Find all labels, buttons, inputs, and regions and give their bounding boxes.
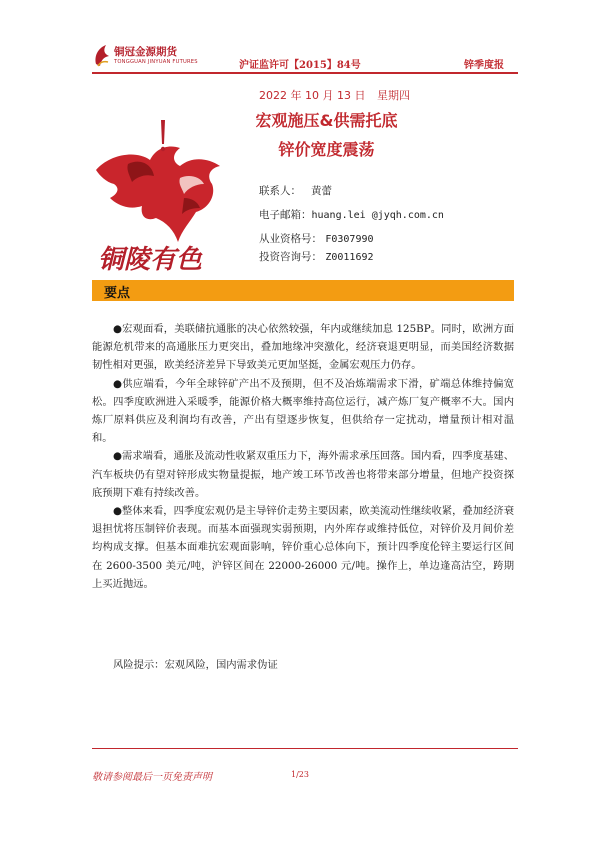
page-number: 1/23 [291, 770, 309, 779]
company-logo [92, 40, 198, 72]
contact-name: 黄蕾 [311, 185, 333, 197]
report-type: 锌季度报 [464, 60, 504, 71]
qualification-number: F0307990 [325, 234, 374, 245]
consult-label: 投资咨询号： [259, 251, 322, 263]
report-title-line1: 宏观施压&供需托底 [255, 111, 398, 130]
contact-email[interactable]: huang.lei @jyqh.com.cn [311, 210, 444, 221]
logo-emblem-icon [92, 42, 112, 68]
key-point-macro: ●宏观面看，美联储抗通胀的决心依然较强，年内或继续加息 125BP。同时，欧洲方面能源危机带来的高通胀压力更突出，叠加地缘冲突激化，经济衰退更明显，而美国经济数据韧性相对更强，欧美经济差异下导致美元更加坚挺，金属宏观压力仍存。 [92, 323, 514, 372]
company-name-en: TONGGUAN JINYUAN FUTURES [114, 59, 198, 65]
contact-name-label: 联系人： [259, 185, 301, 197]
qualification-row [259, 231, 374, 246]
qualification-label: 从业资格号： [259, 233, 322, 245]
artwork-calligraphy: 铜陵有色 [98, 245, 203, 275]
brand-artwork-icon [88, 118, 238, 278]
risk-warning: 风险提示：宏观风险，国内需求伪证 [113, 659, 278, 671]
company-name: 铜冠金源期货 [114, 46, 177, 58]
report-title-line2: 锌价宽度震荡 [278, 140, 375, 159]
consult-number: Z0011692 [325, 252, 374, 263]
key-points-body [92, 320, 514, 593]
report-weekday: 星期四 [377, 89, 410, 102]
section-header-bar [92, 280, 514, 301]
key-point-demand: ●需求端看，通胀及流动性收紧双重压力下，海外需求承压回落。国内看，四季度基建、汽车板块仍有望对锌形成实物量提振，地产竣工环节改善也将带来部分增量，但地产投资探底预期下难有持续改善。 [92, 450, 514, 499]
footer-divider [92, 748, 518, 749]
contact-name-row [259, 183, 332, 198]
contact-email-row [259, 207, 444, 222]
section-title: 要点 [104, 286, 131, 301]
key-point-summary: ●整体来看，四季度宏观仍是主导锌价走势主要因素，欧美流动性继续收紧，叠加经济衰退担忧将压制锌价表现。而基本面强现实弱预期，内外库存或维持低位，对锌价及月间价差均构成支撑。但基本面难抗宏观面影响，锌价重心总体向下，预计四季度伦锌主要运行区间在 2600-3500 美元/吨，沪锌区间在 22000-26000 元/吨。操作上，单边逢高沽空，跨期上买近抛远。 [92, 505, 514, 590]
contact-email-label: 电子邮箱： [259, 209, 312, 221]
report-date: 2022 年 10 月 13 日 [259, 89, 366, 102]
disclaimer-note[interactable]: 敬请参阅最后一页免责声明 [92, 772, 212, 783]
key-point-supply: ●供应端看，今年全球锌矿产出不及预期，但不及冶炼端需求下滑，矿端总体维持偏宽松。四季度欧洲进入采暖季，能源价格大概率维持高位运行，减产炼厂复产概率不大。国内炼厂原料供应及利润均有改善，产出有望逐步恢复，但供给存一定扰动，增量预计相对温和。 [92, 377, 514, 445]
license-number: 沪证监许可【2015】84号 [239, 60, 361, 71]
consult-row [259, 249, 374, 264]
header-divider [92, 72, 518, 74]
